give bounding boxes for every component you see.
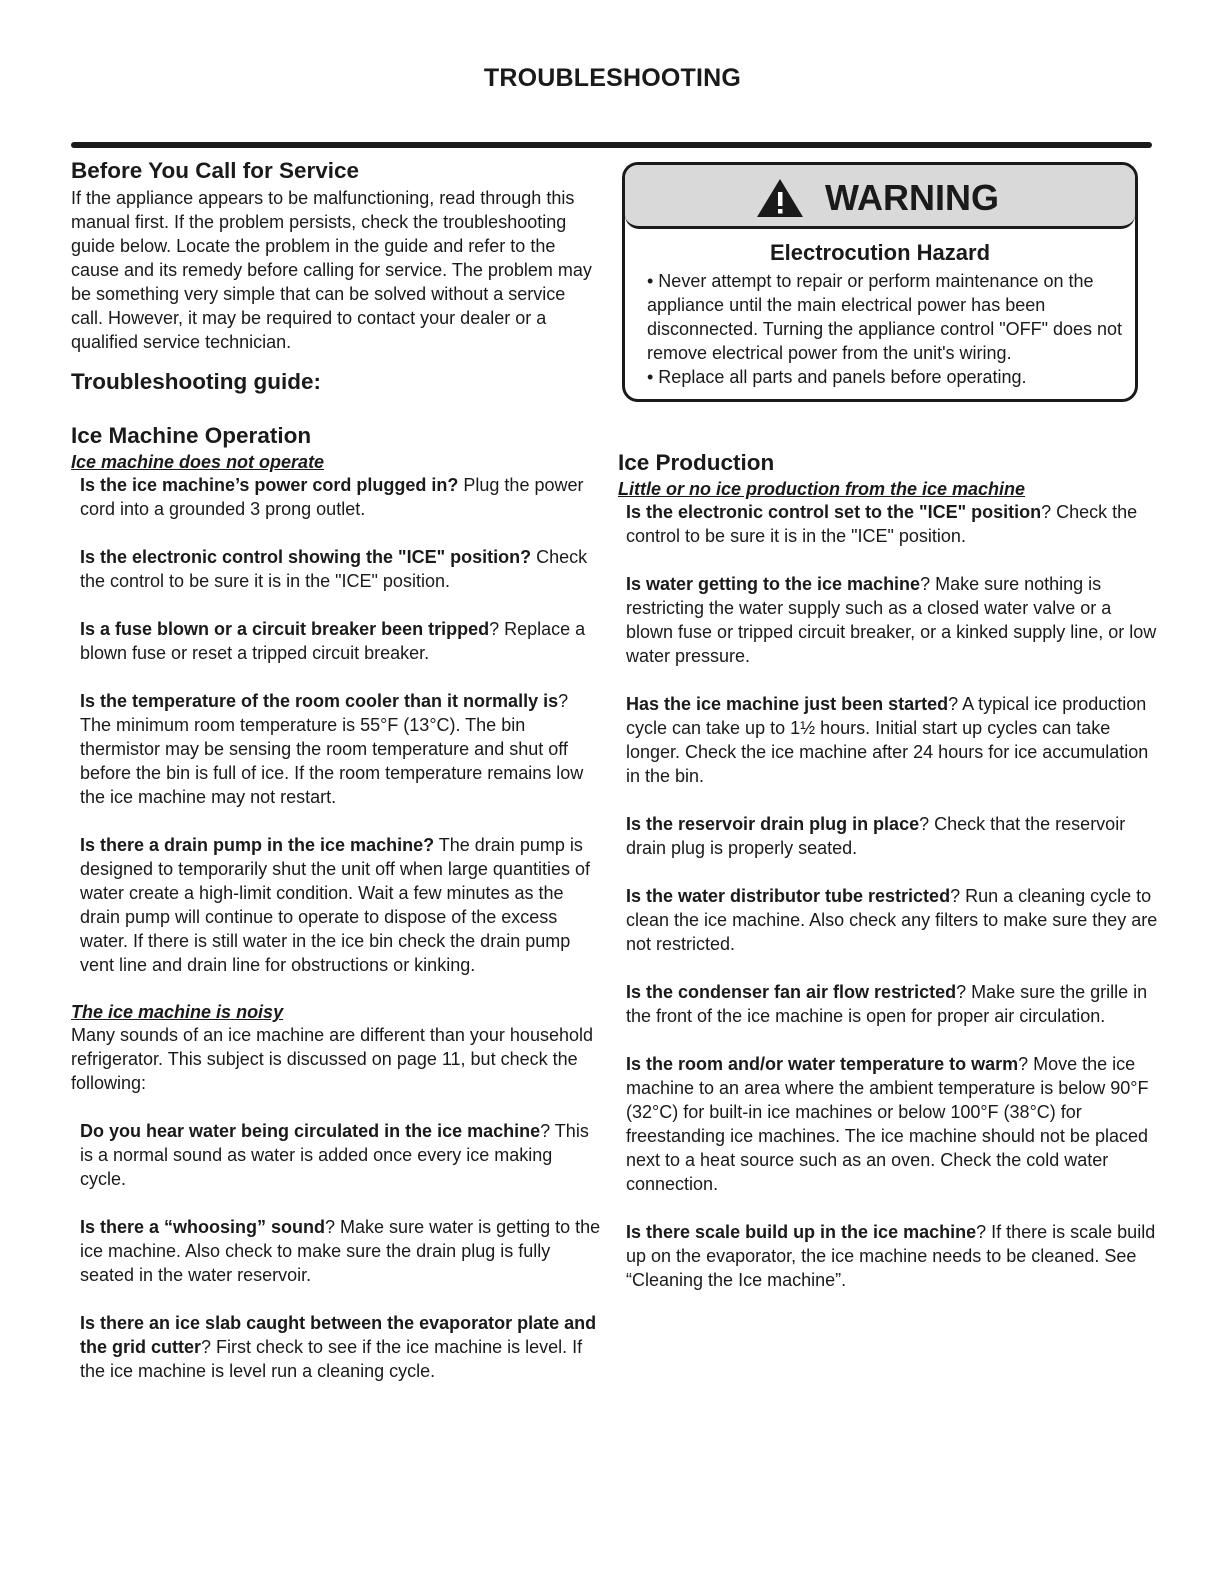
question: Is the condenser fan air flow restricted <box>626 982 957 1002</box>
answer: ? The minimum room temperature is 55°F (13°C). The bin thermistor may be sensing the room temperature and shut off before the bin is full of ice. If the room temperature remains low the ice machine may not restart. <box>80 691 584 807</box>
question: Has the ice machine just been started <box>626 694 949 714</box>
warning-body <box>647 269 1137 389</box>
question: Is there scale build up in the ice machine <box>626 1222 977 1242</box>
warning-bullet: • Replace all parts and panels before operating. <box>647 367 1027 387</box>
question: Is a fuse blown or a circuit breaker been tripped <box>80 619 490 639</box>
answer: ? This is a normal sound as water is added once every ice making cycle. <box>80 1121 589 1189</box>
ice-machine-not-operate-subheading: Ice machine does not operate <box>71 452 325 472</box>
list-item <box>626 572 1158 668</box>
answer: ? Make sure water is getting to the ice machine. Also check to make sure the drain plug is fully seated in the water reservoir. <box>80 1217 601 1285</box>
list-item <box>626 500 1158 548</box>
question: Is the room and/or water temperature to warm <box>626 1054 1019 1074</box>
question: Do you hear water being circulated in the ice machine <box>80 1121 541 1141</box>
noisy-intro-text: Many sounds of an ice machine are different than your household refrigerator. This subject is discussed on page 11, but check the following: <box>71 1025 593 1093</box>
warning-bullet: • Never attempt to repair or perform maintenance on the appliance until the main electrical power has been disconnected. Turning the appliance control "OFF" does not remove electrical power from the unit's wiring. <box>647 271 1123 363</box>
answer: ? First check to see if the ice machine is level. If the ice machine is level run a cleaning cycle. <box>80 1337 583 1381</box>
list-item <box>626 812 1158 860</box>
little-no-ice-subheading: Little or no ice production from the ice machine <box>618 479 1026 499</box>
answer: ? Move the ice machine to an area where the ambient temperature is below 90°F (32°C) for built-in ice machines or below 100°F (38°C) for freestanding ice machines. The ice machine should not be placed next to a heat source such as an oven. Check the cold water connection. <box>626 1054 1149 1194</box>
warning-triangle-icon <box>755 177 805 219</box>
ice-machine-noisy-subheading: The ice machine is noisy <box>71 1002 284 1022</box>
operation-items <box>71 473 601 977</box>
question: Is the ice machine’s power cord plugged in? <box>80 475 459 495</box>
list-item <box>80 545 601 593</box>
answer: ? Make sure the grille in the front of the ice machine is open for proper air circulation. <box>626 982 1148 1026</box>
list-item <box>80 689 601 809</box>
question: Is water getting to the ice machine <box>626 574 921 594</box>
list-item <box>80 1215 601 1287</box>
answer: The drain pump is designed to temporarily shut the unit off when large quantities of water create a high-limit condition. Wait a few minutes as the drain pump will continue to operate to dispose of the excess water. If there is still water in the ice bin check the drain pump vent line and drain line for obstructions or kinking. <box>80 835 590 975</box>
question: Is there a drain pump in the ice machine? <box>80 835 435 855</box>
answer: ? If there is scale build up on the evaporator, the ice machine needs to be cleaned. See “Cleaning the Ice machine”. <box>626 1222 1156 1290</box>
answer: Check the control to be sure it is in the "ICE" position. <box>80 547 588 591</box>
question: Is there a “whoosing” sound <box>80 1217 326 1237</box>
production-items <box>618 500 1158 1292</box>
list-item <box>80 473 601 521</box>
list-item <box>80 1311 601 1383</box>
header-divider <box>71 142 1152 148</box>
left-column <box>71 156 601 1383</box>
answer: ? Replace a blown fuse or reset a tripped circuit breaker. <box>80 619 586 663</box>
question: Is the reservoir drain plug in place <box>626 814 920 834</box>
right-column <box>618 448 1158 1292</box>
list-item <box>626 1220 1158 1292</box>
question: Is the water distributor tube restricted <box>626 886 951 906</box>
list-item <box>80 1119 601 1191</box>
list-item <box>80 833 601 977</box>
before-service-text: If the appliance appears to be malfunctioning, read through this manual first. If the problem persists, check the troubleshooting guide below. Locate the problem in the guide and refer to the cause and its remedy before calling for service. The problem may be something very simple that can be solved without a service call. However, it may be required to contact your dealer or a qualified service technician. <box>71 188 592 352</box>
noisy-items <box>71 1119 601 1383</box>
list-item <box>80 617 601 665</box>
warning-title: Electrocution Hazard <box>769 240 991 265</box>
page-title: TROUBLESHOOTING <box>483 64 742 92</box>
answer: ? Check that the reservoir drain plug is properly seated. <box>626 814 1126 858</box>
list-item <box>626 884 1158 956</box>
list-item <box>626 692 1158 788</box>
ice-machine-operation-heading: Ice Machine Operation <box>71 423 312 448</box>
answer: ? Make sure nothing is restricting the water supply such as a closed water valve or a blown fuse or tripped circuit breaker, or a kinked supply line, or low water pressure. <box>626 574 1157 666</box>
ice-production-heading: Ice Production <box>618 450 775 475</box>
warning-label: WARNING <box>825 177 999 218</box>
list-item <box>626 1052 1158 1196</box>
answer: ? A typical ice production cycle can take up to 1½ hours. Initial start up cycles can take longer. Check the ice machine after 24 hours for ice accumulation in the bin. <box>626 694 1149 786</box>
answer: Plug the power cord into a grounded 3 prong outlet. <box>80 475 584 519</box>
question: Is the electronic control set to the "ICE" position <box>626 502 1042 522</box>
warning-box <box>622 162 1138 402</box>
before-service-heading: Before You Call for Service <box>71 158 360 183</box>
troubleshooting-guide-heading: Troubleshooting guide: <box>71 369 321 394</box>
answer: ? Run a cleaning cycle to clean the ice machine. Also check any filters to make sure they are not restricted. <box>626 886 1158 954</box>
answer: ? Check the control to be sure it is in the "ICE" position. <box>626 502 1138 546</box>
list-item <box>626 980 1158 1028</box>
question: Is the temperature of the room cooler than it normally is <box>80 691 559 711</box>
question: Is the electronic control showing the "ICE" position? <box>80 547 532 567</box>
question: Is there an ice slab caught between the evaporator plate and the grid cutter <box>80 1313 597 1357</box>
warning-header <box>625 165 1135 229</box>
